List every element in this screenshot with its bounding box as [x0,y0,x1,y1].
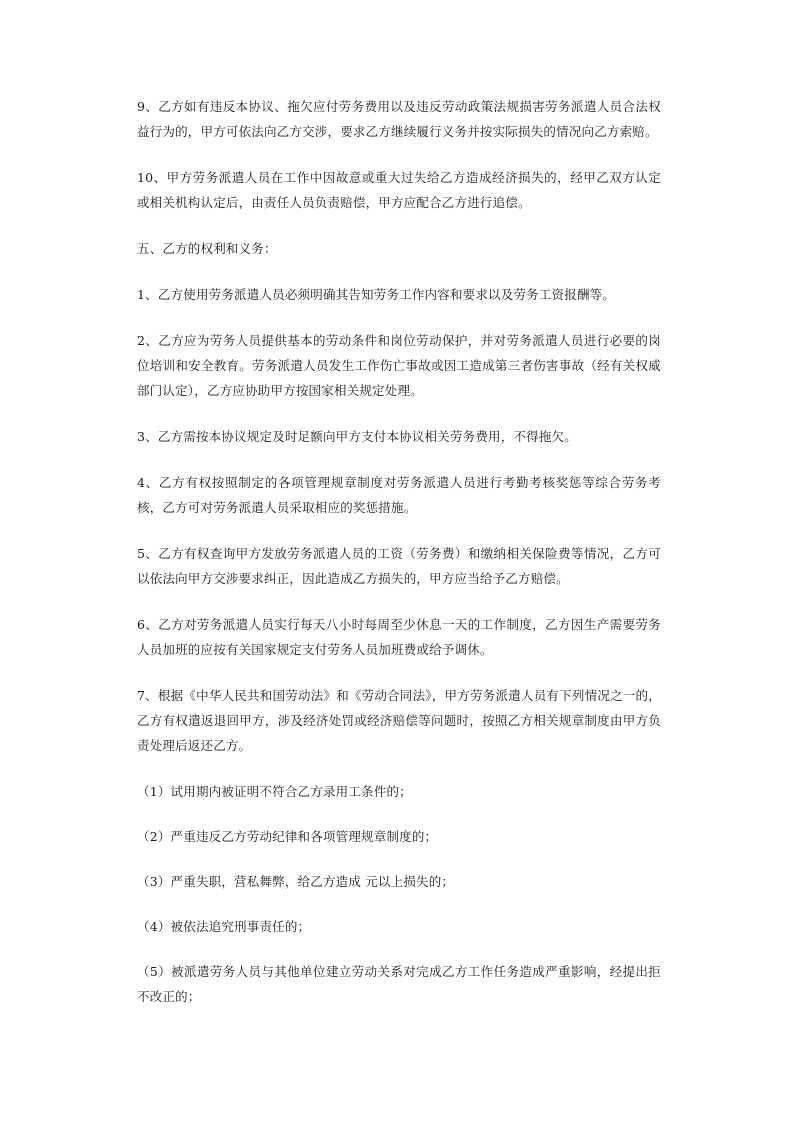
condition-item-5: （5）被派遣劳务人员与其他单位建立劳动关系对完成乙方工作任务造成严重影响，经提出拒不改正的； [137,964,661,1004]
party-b-clause-3: 3、乙方需按本协议规定及时足额向甲方支付本协议相关劳务费用，不得拖欠。 [137,429,577,444]
party-b-clause-6: 6、乙方对劳务派遣人员实行每天八小时每周至少休息一天的工作制度，乙方因生产需要劳务人员加班的应按有关国家规定支付劳务人员加班费或给予调休。 [137,617,661,657]
condition-item-3: （3）严重失职，营私舞弊，给乙方造成 元以上损失的； [137,874,455,889]
clause-10-paragraph: 10、甲方劳务派遣人员在工作中因故意或重大过失给乙方造成经济损失的，经甲乙双方认定或相关机构认定后，由责任人员负责赔偿，甲方应配合乙方进行追偿。 [137,170,661,210]
document-body [137,94,661,1029]
condition-item-2: （2）严重违反乙方劳动纪律和各项管理规章制度的； [137,829,438,844]
condition-item-1: （1）试用期内被证明不符合乙方录用工条件的； [137,784,412,799]
clause-9-paragraph: 9、乙方如有违反本协议、拖欠应付劳务费用以及违反劳动政策法规损害劳务派遣人员合法权益行为的，甲方可依法向乙方交涉，要求乙方继续履行义务并按实际损失的情况向乙方索赔。 [137,99,661,139]
party-b-clause-1: 1、乙方使用劳务派遣人员必须明确其告知劳务工作内容和要求以及劳务工资报酬等。 [137,287,616,302]
party-b-clause-5: 5、乙方有权查询甲方发放劳务派遣人员的工资（劳务费）和缴纳相关保险费等情况，乙方可以依法向甲方交涉要求纠正，因此造成乙方损失的，甲方应当给予乙方赔偿。 [137,546,661,586]
party-b-clause-4: 4、乙方有权按照制定的各项管理规章制度对劳务派遣人员进行考勤考核奖惩等综合劳务考核，乙方可对劳务派遣人员采取相应的奖惩措施。 [137,475,661,515]
condition-item-4: （4）被依法追究刑事责任的； [137,919,311,934]
section-five-heading: 五、乙方的权利和义务： [137,241,277,256]
party-b-clause-7: 7、根据《中华人民共和国劳动法》和《劳动合同法》，甲方劳务派遣人员有下列情况之一的，乙方有权遣返退回甲方，涉及经济处罚或经济赔偿等问题时，按照乙方相关规章制度由甲方负责处理后返还乙方。 [137,688,661,753]
party-b-clause-2: 2、乙方应为劳务人员提供基本的劳动条件和岗位劳动保护，并对劳务派遣人员进行必要的岗位培训和安全教育。劳务派遣人员发生工作伤亡事故或因工造成第三者伤害事故（经有关权威部门认定），乙方应协助甲方按国家相关规定处理。 [137,333,661,398]
